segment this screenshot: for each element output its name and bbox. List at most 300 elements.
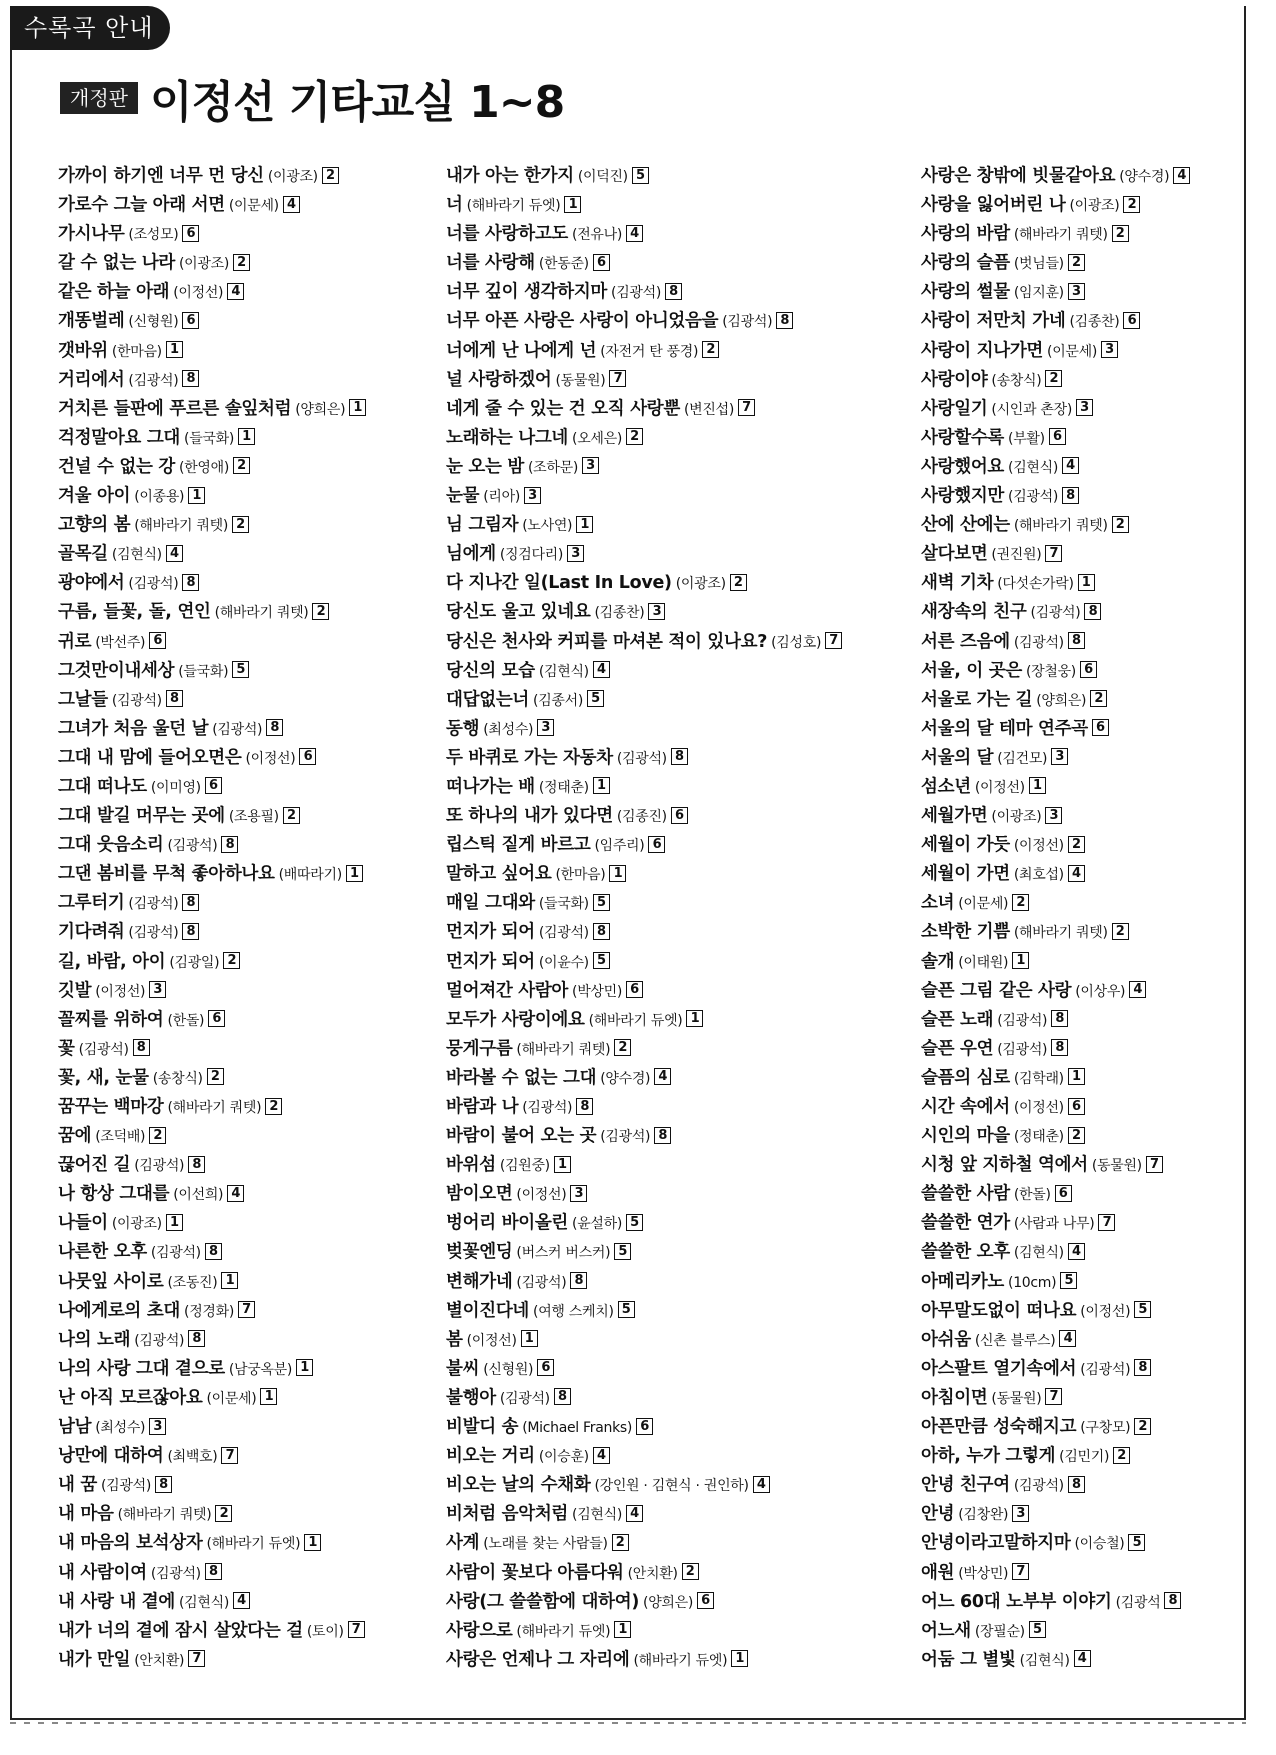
song-title: 밤이오면	[446, 1184, 513, 1205]
song-artist: (부활)	[1008, 430, 1045, 447]
volume-number-badge: 2	[233, 254, 250, 271]
volume-number-badge: 7	[609, 370, 626, 387]
volume-number-badge: 2	[283, 807, 300, 824]
song-title: 사랑의 썰물	[921, 282, 1010, 303]
song-entry	[58, 1122, 366, 1151]
song-title: 섬소년	[921, 776, 971, 797]
volume-number-badge: 1	[166, 341, 183, 358]
song-artist: (조성모)	[128, 227, 179, 244]
volume-number-badge: 2	[612, 1534, 629, 1551]
song-title: 그대 웃음소리	[58, 835, 164, 856]
song-entry	[58, 598, 366, 627]
volume-number-badge: 3	[524, 487, 541, 504]
volume-number-badge: 1	[731, 1650, 748, 1667]
song-artist: (김현식)	[538, 663, 589, 680]
song-entry	[446, 395, 842, 424]
song-title: 가로수 그늘 아래 서면	[58, 195, 225, 216]
song-entry	[58, 1093, 366, 1122]
song-entry	[446, 948, 842, 977]
song-title: 꽃	[58, 1038, 75, 1059]
song-entry	[446, 1268, 842, 1297]
song-artist: (임지훈)	[1013, 285, 1064, 302]
volume-number-badge: 2	[1068, 1127, 1085, 1144]
song-artist: (조용필)	[228, 809, 279, 826]
song-artist: (들국화)	[538, 896, 589, 913]
volume-number-badge: 5	[593, 952, 610, 969]
song-title: 너무 아픈 사랑은 사랑이 아니었음을	[446, 311, 719, 332]
song-title: 내가 너의 곁에 잠시 살았다는 걸	[58, 1620, 303, 1641]
song-entry	[446, 1500, 842, 1529]
song-entry	[446, 540, 842, 569]
song-artist: (최호섭)	[1013, 867, 1064, 884]
song-title: 떠나가는 배	[446, 776, 535, 797]
song-title: 쓸쓸한 사람	[921, 1184, 1010, 1205]
song-entry	[446, 889, 842, 918]
song-artist: (안치환)	[627, 1565, 678, 1582]
song-artist: (조동진)	[167, 1274, 218, 1291]
song-artist: (김광석)	[1030, 605, 1081, 622]
song-entry	[921, 482, 1190, 511]
song-entry	[58, 628, 366, 657]
song-title: 당신도 울고 있네요	[446, 602, 591, 623]
song-title: 모두가 사랑이에요	[446, 1009, 585, 1030]
song-entry	[921, 249, 1190, 278]
song-title: 님 그림자	[446, 515, 519, 536]
song-title: 세월이 가면	[921, 864, 1010, 885]
song-title: 너무 깊이 생각하지마	[446, 282, 608, 303]
song-artist: (정경화)	[184, 1303, 235, 1320]
volume-number-badge: 1	[166, 1214, 183, 1231]
volume-number-badge: 1	[521, 1330, 538, 1347]
volume-number-badge: 2	[215, 1505, 232, 1522]
song-title: 산에 산에는	[921, 515, 1010, 536]
song-title: 나의 노래	[58, 1329, 131, 1350]
song-artist: (이덕진)	[577, 169, 628, 185]
volume-number-badge: 5	[587, 690, 604, 707]
song-entry	[58, 366, 366, 395]
song-title: 내 사랑 내 곁에	[58, 1591, 176, 1612]
song-entry	[58, 831, 366, 860]
song-artist: (김광석)	[522, 1100, 573, 1116]
song-entry	[446, 366, 842, 395]
volume-number-badge: 6	[636, 1418, 653, 1435]
song-entry	[446, 802, 842, 831]
song-title: 뭉게구름	[446, 1038, 513, 1059]
song-artist: (이정선)	[1013, 838, 1064, 855]
song-title: 아무말도없이 떠나요	[921, 1300, 1077, 1321]
volume-number-badge: 6	[697, 1592, 714, 1609]
volume-number-badge: 4	[626, 225, 643, 242]
song-artist: (해바라기 쿼텟)	[1013, 518, 1108, 535]
song-artist: (한마음)	[555, 867, 606, 884]
song-entry	[58, 715, 366, 744]
song-artist: (김광석)	[134, 1158, 185, 1175]
song-entry	[921, 1646, 1190, 1675]
song-entry	[58, 307, 366, 336]
volume-number-badge: 5	[626, 1214, 643, 1231]
song-title: 노래하는 나그네	[446, 427, 569, 448]
song-entry	[58, 1617, 366, 1646]
song-artist: (동물원)	[991, 1390, 1042, 1407]
song-entry	[58, 482, 366, 511]
song-artist: (김광석)	[616, 750, 667, 767]
song-title: 쓸쓸한 오후	[921, 1242, 1010, 1263]
volume-number-badge: 2	[1045, 370, 1062, 387]
song-entry	[921, 1006, 1190, 1035]
song-entry	[58, 1180, 366, 1209]
song-artist: (이문세)	[958, 896, 1009, 913]
song-title: 깃발	[58, 980, 92, 1001]
song-artist: (해바라기 듀엣)	[588, 1012, 683, 1029]
volume-number-badge: 4	[233, 1592, 250, 1609]
song-entry	[446, 191, 842, 220]
song-artist: (김광석)	[1008, 489, 1059, 506]
song-artist: (김광석	[1115, 1594, 1161, 1611]
song-artist: (이문세)	[1047, 343, 1098, 360]
song-artist: (이미영)	[150, 779, 201, 796]
song-artist: (신촌 블루스)	[974, 1332, 1056, 1349]
song-title: 안녕이라고말하지마	[921, 1533, 1071, 1554]
song-entry	[58, 569, 366, 598]
song-title: 사랑이야	[921, 369, 988, 390]
volume-number-badge: 4	[1074, 1650, 1091, 1667]
song-entry	[921, 366, 1190, 395]
volume-number-badge: 8	[776, 312, 793, 329]
song-entry	[921, 628, 1190, 657]
song-title: 그루터기	[58, 893, 125, 914]
song-entry	[446, 337, 842, 366]
song-title: 너에게 난 나에게 넌	[446, 340, 597, 361]
song-artist: (이정선)	[974, 779, 1025, 796]
song-entry	[921, 773, 1190, 802]
song-entry	[446, 1559, 842, 1588]
song-entry	[446, 424, 842, 453]
volume-number-badge: 8	[671, 748, 688, 765]
song-title: 광야에서	[58, 573, 125, 594]
volume-number-badge: 4	[1059, 1330, 1076, 1347]
volume-number-badge: 2	[1134, 1418, 1151, 1435]
volume-number-badge: 3	[1012, 1505, 1029, 1522]
song-entry	[58, 1006, 366, 1035]
song-entry	[921, 1413, 1190, 1442]
song-title: 바위섬	[446, 1155, 496, 1176]
song-artist: (김광석)	[128, 576, 179, 593]
song-artist: (안치환)	[134, 1652, 185, 1669]
song-artist: (장철웅)	[1025, 663, 1076, 680]
volume-number-badge: 6	[205, 777, 222, 794]
song-title: 남남	[58, 1417, 92, 1438]
song-title: 바라볼 수 없는 그대	[446, 1067, 597, 1088]
song-entry	[58, 948, 366, 977]
song-title: 슬픈 노래	[921, 1009, 994, 1030]
song-artist: (이종용)	[134, 489, 185, 506]
song-title: 살다보면	[921, 544, 988, 565]
song-entry	[446, 162, 842, 191]
volume-number-badge: 8	[188, 1330, 205, 1347]
song-artist: (김종진)	[616, 809, 667, 826]
volume-number-badge: 8	[182, 894, 199, 911]
song-artist: (이승훈)	[538, 1449, 589, 1466]
song-artist: (정태춘)	[538, 779, 589, 796]
song-title: 난 아직 모르잖아요	[58, 1387, 203, 1408]
song-artist: (김광석)	[611, 285, 662, 302]
song-artist: (양수경)	[600, 1070, 651, 1087]
song-title: 꿈에	[58, 1126, 92, 1147]
volume-number-badge: 1	[564, 196, 581, 213]
song-column-3	[921, 162, 1190, 1675]
song-title: 비처럼 음악처럼	[446, 1504, 569, 1525]
volume-number-badge: 2	[223, 952, 240, 969]
volume-number-badge: 1	[346, 865, 363, 882]
song-artist: (해바라기 쿼텟)	[1013, 925, 1108, 942]
song-artist: (사람과 나무)	[1013, 1216, 1095, 1233]
song-entry	[446, 1035, 842, 1064]
song-title: 사랑은 창밖에 빗물같아요	[921, 166, 1116, 186]
song-entry	[58, 1064, 366, 1093]
song-title: 비오는 거리	[446, 1446, 535, 1467]
song-title: 사랑으로	[446, 1620, 513, 1641]
song-entry	[58, 1413, 366, 1442]
song-artist: (노래를 찾는 사람들)	[483, 1536, 608, 1553]
song-title: 눈물	[446, 486, 480, 507]
song-entry	[58, 918, 366, 947]
song-artist: (한영애)	[179, 459, 230, 476]
volume-number-badge: 8	[188, 1156, 205, 1173]
song-title: 내가 만일	[58, 1649, 131, 1670]
volume-number-badge: 5	[1134, 1301, 1151, 1318]
song-artist: (징검다리)	[499, 547, 564, 564]
song-entry	[921, 831, 1190, 860]
volume-number-badge: 2	[1113, 1447, 1130, 1464]
song-artist: (장필순)	[974, 1623, 1025, 1640]
volume-number-badge: 8	[1051, 1039, 1068, 1056]
song-artist: (신형원)	[483, 1361, 534, 1378]
song-title: 갈 수 없는 나라	[58, 253, 176, 274]
song-entry	[921, 1122, 1190, 1151]
song-title: 어느 60대 노부부 이야기	[921, 1591, 1112, 1612]
song-artist: (이정선)	[95, 983, 146, 1000]
song-title: 너를 사랑해	[446, 253, 535, 274]
volume-number-badge: 1	[609, 865, 626, 882]
volume-number-badge: 2	[1112, 225, 1129, 242]
volume-number-badge: 4	[1068, 1243, 1085, 1260]
song-title: 바람과 나	[446, 1097, 519, 1117]
song-entry	[446, 657, 842, 686]
volume-number-badge: 7	[348, 1621, 365, 1638]
song-title: 동행	[446, 718, 480, 739]
song-title: 당신은 천사와 커피를 마셔본 적이 있나요?	[446, 631, 768, 652]
song-entry	[921, 1588, 1190, 1617]
song-title: 겨울 아이	[58, 486, 131, 507]
song-title: 고향의 봄	[58, 515, 131, 536]
song-artist: (김종서)	[533, 692, 584, 709]
song-artist: (이정선)	[173, 285, 224, 302]
volume-number-badge: 1	[221, 1272, 238, 1289]
song-artist: (김광석)	[167, 838, 218, 855]
song-artist: (이광조)	[111, 1216, 162, 1233]
song-title: 나에게로의 초대	[58, 1300, 181, 1321]
song-artist: (김광석)	[128, 372, 179, 389]
volume-number-badge: 8	[1062, 487, 1079, 504]
song-artist: (김광일)	[169, 954, 220, 971]
song-entry	[921, 860, 1190, 889]
song-artist: (해바라기 쿼텟)	[1013, 227, 1108, 244]
song-artist: (강인원 · 김현식 · 권인하)	[594, 1478, 749, 1495]
song-title: 사랑을 잃어버린 나	[921, 195, 1066, 216]
song-artist: (10cm)	[1008, 1274, 1057, 1291]
song-artist: (김광석)	[997, 1041, 1048, 1058]
song-title: 걱정말아요 그대	[58, 427, 181, 448]
song-entry	[921, 424, 1190, 453]
song-title: 개똥벌레	[58, 311, 125, 332]
song-title: 불씨	[446, 1358, 480, 1379]
song-artist: (조덕배)	[95, 1129, 146, 1146]
song-artist: (김광석)	[111, 692, 162, 709]
song-entry	[58, 249, 366, 278]
volume-number-badge: 6	[1092, 719, 1109, 736]
song-artist: (김광석)	[101, 1478, 152, 1495]
song-artist: (해바라기 듀엣)	[516, 1623, 611, 1640]
song-title: 또 하나의 내가 있다면	[446, 806, 613, 827]
song-title: 사계	[446, 1533, 480, 1554]
song-entry	[58, 1384, 366, 1413]
song-artist: (여행 스케치)	[533, 1303, 614, 1320]
song-title: 님에게	[446, 544, 496, 565]
song-entry	[446, 1064, 842, 1093]
song-title: 새벽 기차	[921, 573, 994, 594]
song-entry	[921, 569, 1190, 598]
volume-number-badge: 8	[182, 370, 199, 387]
song-entry	[58, 657, 366, 686]
volume-number-badge: 7	[825, 632, 842, 649]
song-entry	[58, 395, 366, 424]
song-entry	[921, 1355, 1190, 1384]
song-entry	[58, 1035, 366, 1064]
song-entry	[58, 278, 366, 307]
volume-number-badge: 8	[1068, 632, 1085, 649]
song-entry	[446, 1471, 842, 1500]
volume-number-badge: 8	[205, 1563, 222, 1580]
song-entry	[446, 860, 842, 889]
volume-number-badge: 6	[1080, 661, 1097, 678]
volume-number-badge: 2	[682, 1563, 699, 1580]
song-artist: (이정선)	[1013, 1100, 1064, 1116]
song-entry	[58, 453, 366, 482]
song-entry	[446, 1355, 842, 1384]
song-artist: (동물원)	[555, 372, 606, 389]
song-artist: (이광조)	[991, 809, 1042, 826]
song-artist: (최성수)	[483, 721, 534, 738]
song-artist: (윤설하)	[572, 1216, 623, 1233]
song-entry	[921, 948, 1190, 977]
song-entry	[446, 1588, 842, 1617]
song-title: 서울로 가는 길	[921, 689, 1033, 710]
song-artist: (동물원)	[1091, 1158, 1142, 1175]
volume-number-badge: 2	[614, 1039, 631, 1056]
song-title: 그날들	[58, 689, 108, 710]
song-entry	[58, 1326, 366, 1355]
song-artist: (김광석)	[1013, 1478, 1064, 1495]
volume-number-badge: 4	[1068, 865, 1085, 882]
song-artist: (최백호)	[167, 1449, 218, 1466]
volume-number-badge: 1	[1068, 1068, 1085, 1085]
song-title: 내 마음의 보석상자	[58, 1533, 203, 1554]
song-entry	[58, 1500, 366, 1529]
song-title: 사랑의 슬픔	[921, 253, 1010, 274]
song-title: 소박한 기쁨	[921, 922, 1010, 943]
song-entry	[58, 1151, 366, 1180]
song-entry	[58, 802, 366, 831]
volume-number-badge: 6	[671, 807, 688, 824]
volume-number-badge: 1	[1029, 777, 1046, 794]
song-entry	[921, 191, 1190, 220]
song-artist: (벗님들)	[1013, 256, 1064, 273]
song-title: 안녕	[921, 1504, 955, 1525]
volume-number-badge: 8	[554, 1388, 571, 1405]
song-entry	[921, 598, 1190, 627]
song-artist: (김성호)	[771, 634, 822, 651]
volume-number-badge: 8	[155, 1476, 172, 1493]
volume-number-badge: 6	[593, 254, 610, 271]
volume-number-badge: 2	[1012, 894, 1029, 911]
volume-number-badge: 4	[1129, 981, 1146, 998]
song-title: 사람이 꽃보다 아름다워	[446, 1562, 624, 1583]
song-entry	[921, 1384, 1190, 1413]
song-entry	[921, 1180, 1190, 1209]
volume-number-badge: 2	[1090, 690, 1107, 707]
song-artist: (김광석)	[516, 1274, 567, 1291]
song-artist: (토이)	[306, 1623, 344, 1640]
song-artist: (김민기)	[1059, 1449, 1110, 1466]
song-entry	[446, 1209, 842, 1238]
song-artist: (이정선)	[245, 750, 296, 767]
volume-number-badge: 8	[593, 923, 610, 940]
song-title: 당신의 모습	[446, 660, 535, 681]
volume-number-badge: 8	[570, 1272, 587, 1289]
volume-number-badge: 5	[1128, 1534, 1145, 1551]
song-entry	[58, 1646, 366, 1675]
song-artist: (구창모)	[1080, 1420, 1131, 1437]
volume-number-badge: 8	[221, 836, 238, 853]
song-entry	[921, 395, 1190, 424]
song-title: 변해가네	[446, 1271, 513, 1292]
song-column-1	[58, 162, 366, 1675]
song-title: 아메리카노	[921, 1271, 1005, 1292]
song-artist: (다섯손가락)	[997, 576, 1074, 593]
volume-number-badge: 1	[188, 487, 205, 504]
song-artist: (권진원)	[991, 547, 1042, 564]
song-title: 가시나무	[58, 224, 125, 245]
volume-number-badge: 6	[1055, 1185, 1072, 1202]
song-title: 매일 그대와	[446, 893, 535, 914]
volume-number-badge: 7	[238, 1301, 255, 1318]
section-tab: 수록곡 안내	[10, 6, 170, 50]
song-entry	[446, 598, 842, 627]
song-entry	[921, 220, 1190, 249]
volume-number-badge: 1	[576, 516, 593, 533]
song-entry	[446, 307, 842, 336]
song-entry	[446, 511, 842, 540]
song-title: 내가 아는 한가지	[446, 166, 574, 186]
song-title: 세월가면	[921, 806, 988, 827]
song-entry	[921, 1442, 1190, 1471]
volume-number-badge: 1	[554, 1156, 571, 1173]
song-artist: (한돌)	[167, 1012, 205, 1029]
song-title: 아쉬움	[921, 1329, 971, 1350]
volume-number-badge: 2	[149, 1127, 166, 1144]
volume-number-badge: 6	[626, 981, 643, 998]
song-entry	[446, 977, 842, 1006]
